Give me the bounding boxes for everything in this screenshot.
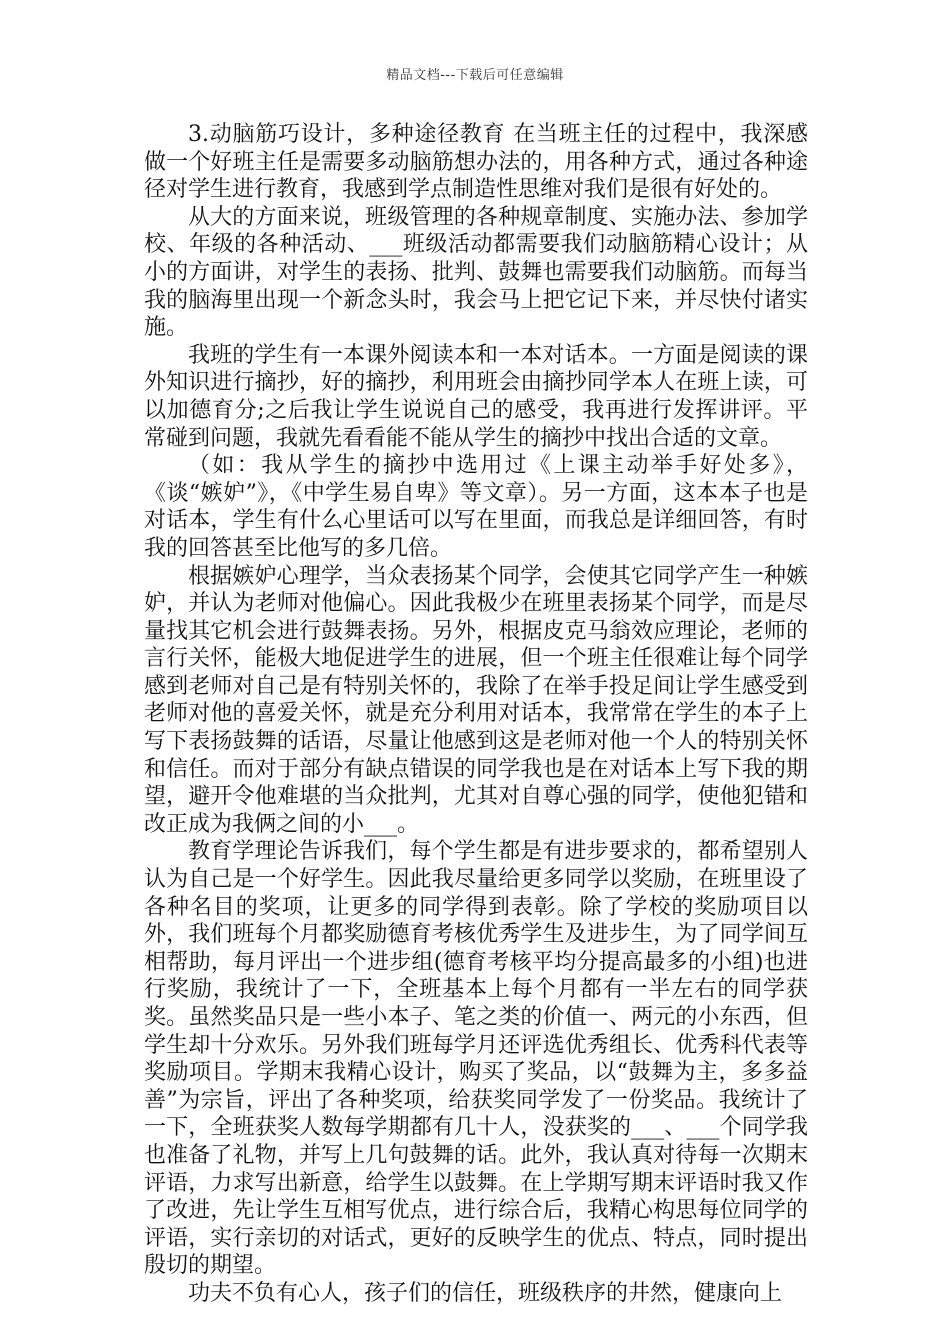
paragraph-7: 功夫不负有心人，孩子们的信任，班级秩序的井然，健康向上: [188, 1280, 783, 1306]
paragraph-5: 根据嫉妒心理学，当众表扬某个同学，会使其它同学产生一种嫉妒，并认为老师对他偏心。因此我极少在班里表扬某个同学，而是尽量找其它机会进行鼓舞表扬。另外，根据皮克马翁效应理论，老师的言行关怀，能极大地促进学生的进展，但一个班主任很难让每个同学感到老师对自己是有特别关怀的，我除了在举手投足间让学生感受到老师对他的喜爱关怀，就是充分利用对话本，我常常在学生的本子上写下表扬鼓舞的话语，尽量让他感到这是老师对他一个人的特别关怀和信任。而对于部分有缺点错误的同学我也是在对话本上写下我的期望，避开令他难堪的当众批判，尤其对自尊心强的同学，使他犯错和改正成为我俩之间的小___。: [144, 563, 808, 837]
page-header: 精品文档---下载后可任意编辑: [386, 68, 564, 83]
paragraph-6: 教育学理论告诉我们，每个学生都是有进步要求的，都希望别人认为自己是一个好学生。因此我尽量给更多同学以奖励，在班里设了各种名目的奖项，让更多的同学得到表彰。除了学校的奖励项目以外，我们班每个月都奖励德育考核优秀学生及进步生，为了同学间互相帮助，每月评出一个进步组(德育考核平均分提高最多的小组)也进行奖励，我统计了一下，全班基本上每个月都有一半左右的同学获奖。虽然奖品只是一些小本子、笔之类的价值一、两元的小东西，但学生却十分欢乐。另外我们班每学月还评选优秀组长、优秀科代表等奖励项目。学期末我精心设计，购买了奖品，以“鼓舞为主，多多益善”为宗旨，评出了各种奖项，给获奖同学发了一份奖品。我统计了一下，全班获奖人数每学期都有几十人，没获奖的___、___个同学我也准备了礼物，并写上几句鼓舞的话。此外，我认真对待每一次期末评语，力求写出新意，给学生以鼓舞。在上学期写期末评语时我又作了改进，先让学生互相写优点，进行综合后，我精心构思每位同学的评语，实行亲切的对话式，更好的反映学生的优点、特点，同时提出殷切的期望。: [144, 839, 808, 1279]
paragraph-1: 3.动脑筋巧设计，多种途径教育 在当班主任的过程中，我深感做一个好班主任是需要多动脑筋想办法的，用各种方式，通过各种途径对学生进行教育，我感到学点制造性思维对我们是很有好处的。: [144, 122, 808, 203]
paragraph-2: 从大的方面来说，班级管理的各种规章制度、实施办法、参加学校、年级的各种活动、___班级活动都需要我们动脑筋精心设计；从小的方面讲，对学生的表扬、批判、鼓舞也需要我们动脑筋。而每当我的脑海里出现一个新念头时，我会马上把它记下来，并尽快付诸实施。: [144, 204, 808, 341]
paragraph-4: （如：我从学生的摘抄中选用过《上课主动举手好处多》，《谈“嫉妒”》，《中学生易自卑》等文章）。另一方面，这本本子也是对话本，学生有什么心里话可以写在里面，而我总是详细回答，有时我的回答甚至比他写的多几倍。: [144, 453, 808, 561]
paragraph-3: 我班的学生有一本课外阅读本和一本对话本。一方面是阅读的课外知识进行摘抄，好的摘抄，利用班会由摘抄同学本人在班上读，可以加德育分;之后我让学生说说自己的感受，我再进行发挥讲评。平常碰到问题，我就先看看能不能从学生的摘抄中找出合适的文章。: [144, 342, 808, 451]
document-body: [144, 121, 808, 1308]
